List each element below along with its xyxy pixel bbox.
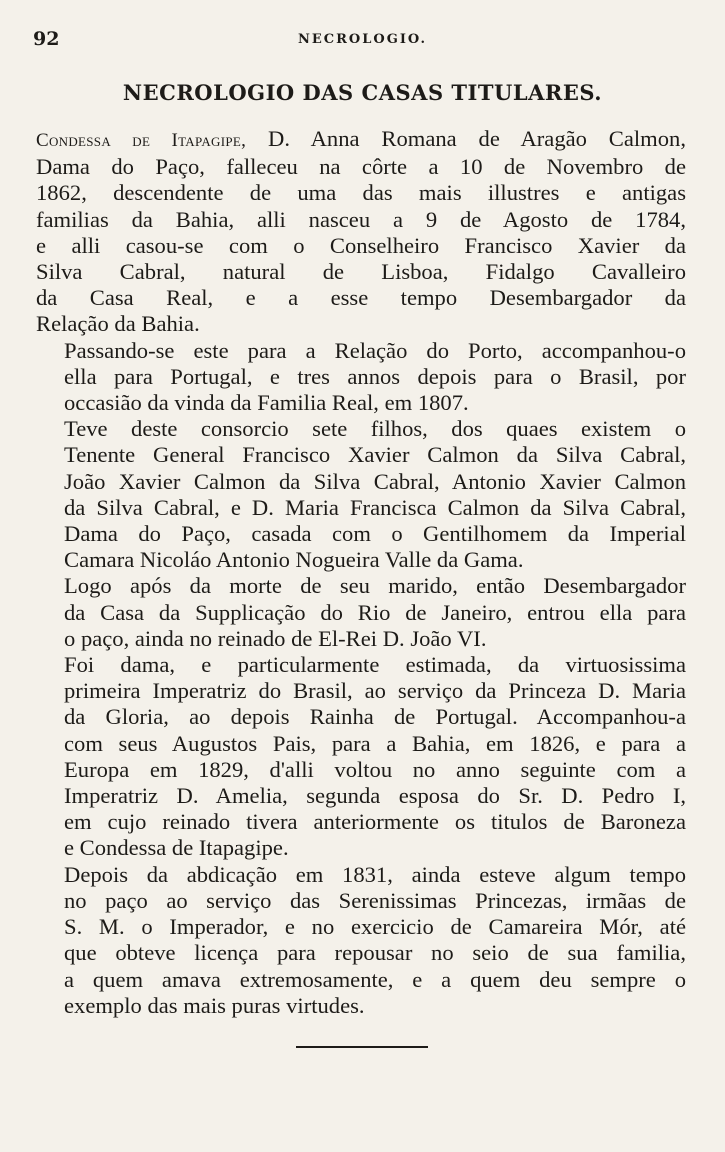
text-line: Silva Cabral, natural de Lisboa, Fidalgo Cavalleiro	[36, 259, 686, 285]
text-line: da Casa Real, e a esse tempo Desembargador da	[36, 285, 686, 311]
text-line: Tenente General Francisco Xavier Calmon da Silva Cabral,	[64, 442, 686, 468]
text-line: e Condessa de Itapagipe.	[64, 835, 289, 861]
paragraph	[36, 652, 686, 862]
page-number: 92	[33, 28, 60, 50]
text-line: com seus Augustos Pais, para a Bahia, em 1826, e para a	[64, 730, 686, 756]
text-line: a quem amava extremosamente, e a quem deu sempre o	[64, 966, 686, 992]
text-line: Europa em 1829, d'alli voltou no anno seguinte com a	[64, 756, 686, 782]
paragraph	[36, 126, 686, 338]
entry-name-smallcaps: Condessa de Itapagipe,	[36, 130, 247, 151]
text-line: João Xavier Calmon da Silva Cabral, Antonio Xavier Calmon	[64, 468, 686, 494]
closing-rule	[296, 1046, 428, 1048]
paragraph	[36, 416, 686, 573]
section-title: NECROLOGIO DAS CASAS TITULARES.	[122, 80, 603, 105]
running-head: NECROLOGIO.	[297, 32, 427, 47]
text-line: Passando-se este para a Relação do Porto, accompanhou-o	[64, 337, 686, 363]
entry-name-rest: D. Anna Romana de Aragão Calmon,	[246, 126, 686, 151]
text-line: Imperatriz D. Amelia, segunda esposa do Sr. D. Pedro I,	[64, 783, 686, 809]
text-line: familias da Bahia, alli nasceu a 9 de Agosto de 1784,	[36, 206, 686, 232]
text-line: da Silva Cabral, e D. Maria Francisca Calmon da Silva Cabral,	[64, 494, 686, 520]
text-line: da Gloria, ao depois Rainha de Portugal. Accompanhou-a	[64, 704, 686, 730]
text-line: da Casa da Supplicação do Rio de Janeiro, entrou ella para	[64, 599, 686, 625]
text-line: Teve deste consorcio sete filhos, dos quaes existem o	[64, 416, 686, 442]
text-line: no paço ao serviço das Serenissimas Princezas, irmãas de	[64, 887, 686, 913]
text-line: 1862, descendente de uma das mais illustres e antigas	[36, 180, 686, 206]
text-line: Camara Nicoláo Antonio Nogueira Valle da Gama.	[64, 547, 524, 573]
obituary-entry	[36, 126, 686, 1019]
paragraph	[36, 338, 686, 417]
text-line: Dama do Paço, casada com o Gentilhomem da Imperial	[64, 521, 686, 547]
text-line: occasião da vinda da Familia Real, em 1807.	[64, 390, 469, 416]
text-line: que obteve licença para repousar no seio de sua familia,	[64, 940, 686, 966]
text-line: e alli casou-se com o Conselheiro Francisco Xavier da	[36, 232, 686, 258]
text-line: exemplo das mais puras virtudes.	[64, 992, 365, 1018]
text-line: S. M. o Imperador, e no exercicio de Camareira Mór, até	[64, 914, 686, 940]
text-line: em cujo reinado tivera anteriormente os titulos de Baroneza	[64, 809, 686, 835]
text-line: ella para Portugal, e tres annos depois para o Brasil, por	[64, 363, 686, 389]
text-line: Dama do Paço, falleceu na côrte a 10 de Novembro de	[36, 154, 686, 180]
paragraph	[36, 862, 686, 1019]
text-line: Relação da Bahia.	[36, 311, 200, 337]
text-line: Depois da abdicação em 1831, ainda esteve algum tempo	[64, 861, 686, 887]
text-line: o paço, ainda no reinado de El-Rei D. João VI.	[64, 625, 487, 651]
text-line	[36, 126, 686, 154]
text-line: Logo após da morte de seu marido, então Desembargador	[64, 573, 686, 599]
paragraph	[36, 573, 686, 652]
text-line: Foi dama, e particularmente estimada, da virtuosissima	[64, 652, 686, 678]
text-line: primeira Imperatriz do Brasil, ao serviço da Princeza D. Maria	[64, 678, 686, 704]
